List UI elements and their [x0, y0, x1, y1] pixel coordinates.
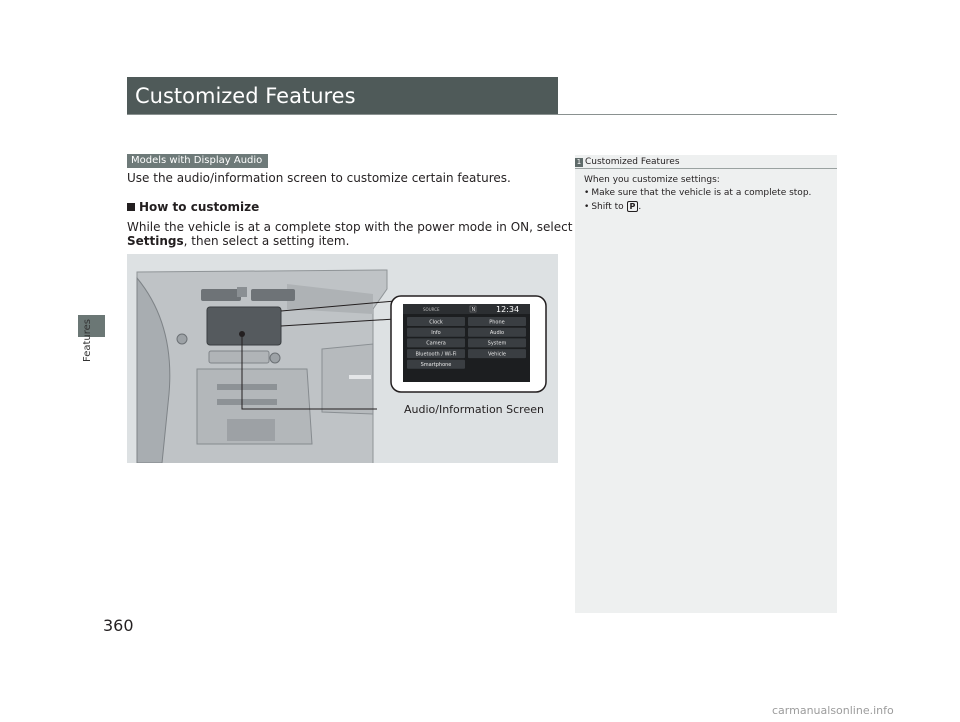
- page-number: 360: [103, 616, 134, 635]
- settings-keyword: Settings: [127, 234, 184, 248]
- sidebar-note: [575, 155, 837, 613]
- note-title: [575, 157, 680, 167]
- howto-line-2: [127, 234, 349, 248]
- howto-line-2-text: , then select a setting item.: [183, 234, 350, 248]
- screen-button-audio: Audio: [489, 330, 505, 336]
- howto-heading: [127, 200, 259, 214]
- square-bullet-icon: [127, 203, 135, 211]
- intro-text: Use the audio/information screen to customize certain features.: [127, 171, 511, 185]
- screen-button-info: Info: [431, 330, 441, 336]
- screen-button-system: System: [487, 340, 507, 347]
- note-title-text: Customized Features: [585, 157, 680, 167]
- screen-button-clock: Clock: [429, 319, 443, 326]
- section-label: Features: [82, 319, 93, 362]
- note-lead: When you customize settings:: [584, 175, 720, 185]
- howto-heading-text: How to customize: [139, 200, 260, 214]
- note-number: 1: [576, 158, 582, 166]
- screen-button-smartphone: Smartphone: [420, 362, 452, 369]
- screen-button-bluetooth-wi-fi: Bluetooth / Wi-Fi: [415, 351, 457, 358]
- screen-time: 12:34: [496, 305, 520, 314]
- dashboard-illustration: [127, 254, 558, 463]
- park-key-icon: P: [627, 201, 639, 212]
- screen-source-label: SOURCE: [423, 307, 440, 312]
- page-title: Customized Features: [127, 77, 558, 115]
- title-rule: [127, 114, 837, 115]
- screen-button-camera: Camera: [426, 340, 446, 347]
- watermark: carmanualsonline.info: [772, 704, 894, 717]
- note-bullet-1-text: Make sure that the vehicle is at a complete stop.: [591, 188, 812, 198]
- note-rule: [575, 168, 837, 169]
- note-bullet-2: • Shift to P .: [584, 202, 642, 212]
- callout-label: Audio/Information Screen: [404, 403, 544, 416]
- screen-channel: N: [471, 307, 476, 313]
- howto-line-1-text: While the vehicle is at a complete stop with the power mode in ON, select: [127, 220, 573, 234]
- model-badge: Models with Display Audio: [127, 154, 268, 168]
- note-bullet-2-text: Shift to: [591, 202, 624, 212]
- note-bullet-1: • Make sure that the vehicle is at a complete stop.: [584, 188, 812, 198]
- note-bullet-2-end: .: [638, 202, 642, 212]
- screen-button-phone: Phone: [489, 319, 505, 326]
- howto-line-1: [127, 216, 628, 236]
- screen-button-vehicle: Vehicle: [488, 351, 506, 358]
